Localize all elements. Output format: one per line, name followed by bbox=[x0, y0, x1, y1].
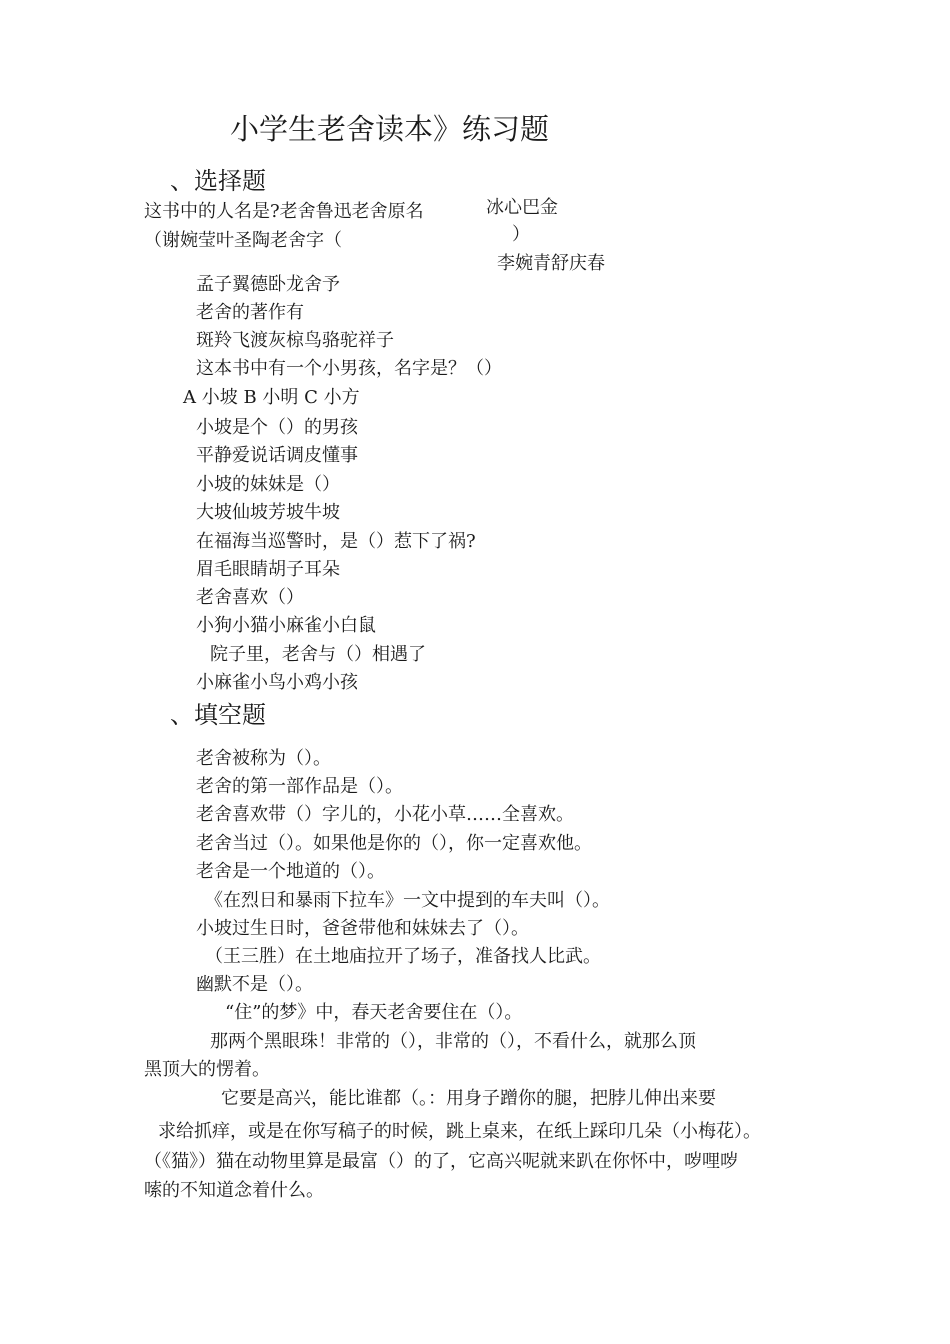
fill-line: 老舍当过（）。如果他是你的（），你一定喜欢他。 bbox=[196, 833, 592, 854]
fill-line: 黑顶大的愣着。 bbox=[144, 1059, 270, 1080]
fill-line: （王三胜）在土地庙拉开了场子，准备找人比武。 bbox=[205, 946, 601, 967]
question-line: 小坡的妹妹是（） bbox=[196, 474, 340, 495]
fill-line: 老舍是一个地道的（）。 bbox=[196, 861, 385, 882]
fill-line: 《在烈日和暴雨下拉车》一文中提到的车夫叫（）。 bbox=[205, 890, 610, 911]
section-heading-fill: 、填空题 bbox=[170, 701, 266, 729]
question-line: 这书中的人名是?老舍鲁迅老舍原名 bbox=[144, 201, 424, 222]
question-line: 小坡是个（）的男孩 bbox=[196, 417, 358, 438]
fill-line: 嗦的不知道念着什么。 bbox=[144, 1180, 324, 1201]
option-line: 小狗小猫小麻雀小白鼠 bbox=[196, 615, 376, 636]
fill-line: 老舍的第一部作品是（）。 bbox=[196, 776, 403, 797]
option-line: 大坡仙坡芳坡牛坡 bbox=[196, 502, 340, 523]
fill-line: “住”的梦》中，春天老舍要住在（）。 bbox=[225, 1002, 523, 1023]
fill-line: 那两个黑眼珠！非常的（），非常的（），不看什么，就那么顶 bbox=[210, 1031, 696, 1052]
fill-line: 老舍被称为（）。 bbox=[196, 748, 331, 769]
document-title: 小学生老舍读本》练习题 bbox=[230, 112, 550, 146]
option-line: A 小坡 B 小明 C 小方 bbox=[183, 387, 360, 408]
option-line: （谢婉莹叶圣陶老舍字（ bbox=[144, 230, 342, 251]
section-heading-choice: 、选择题 bbox=[170, 167, 266, 195]
option-line: 李婉青舒庆春 bbox=[497, 253, 605, 274]
question-line: 这本书中有一个小男孩，名字是？（） bbox=[196, 358, 502, 379]
fill-line: 它要是高兴，能比谁都（。：用身子蹭你的腿，把脖儿伸出来要 bbox=[221, 1088, 716, 1109]
option-line: 眉毛眼睛胡子耳朵 bbox=[196, 559, 340, 580]
option-line: 小麻雀小鸟小鸡小孩 bbox=[196, 672, 358, 693]
option-line: 斑羚飞渡灰椋鸟骆驼祥子 bbox=[196, 330, 394, 351]
fill-line: 老舍喜欢带（）字儿的，小花小草……全喜欢。 bbox=[196, 804, 574, 825]
option-line: 平静爱说话调皮懂事 bbox=[196, 445, 358, 466]
fill-line: 小坡过生日时，爸爸带他和妹妹去了（）。 bbox=[196, 918, 529, 939]
option-line: 冰心巴金 bbox=[486, 197, 558, 218]
question-line: 老舍的著作有 bbox=[196, 302, 304, 323]
option-line: 孟子翼德卧龙舍予 bbox=[196, 274, 340, 295]
question-line: 老舍喜欢（） bbox=[196, 587, 304, 608]
question-line: 院子里，老舍与（）相遇了 bbox=[210, 644, 426, 665]
fill-line: （《猫》）猫在动物里算是最富（）的了，它高兴呢就来趴在你怀中，哕哩哕 bbox=[144, 1151, 738, 1172]
question-line: 在福海当巡警时，是（）惹下了祸? bbox=[196, 531, 476, 552]
option-line: ） bbox=[512, 224, 530, 245]
fill-line: 幽默不是（）。 bbox=[196, 974, 313, 995]
fill-line: 求给抓痒，或是在你写稿子的时候，跳上桌来，在纸上踩印几朵（小梅花）。 bbox=[158, 1121, 761, 1142]
